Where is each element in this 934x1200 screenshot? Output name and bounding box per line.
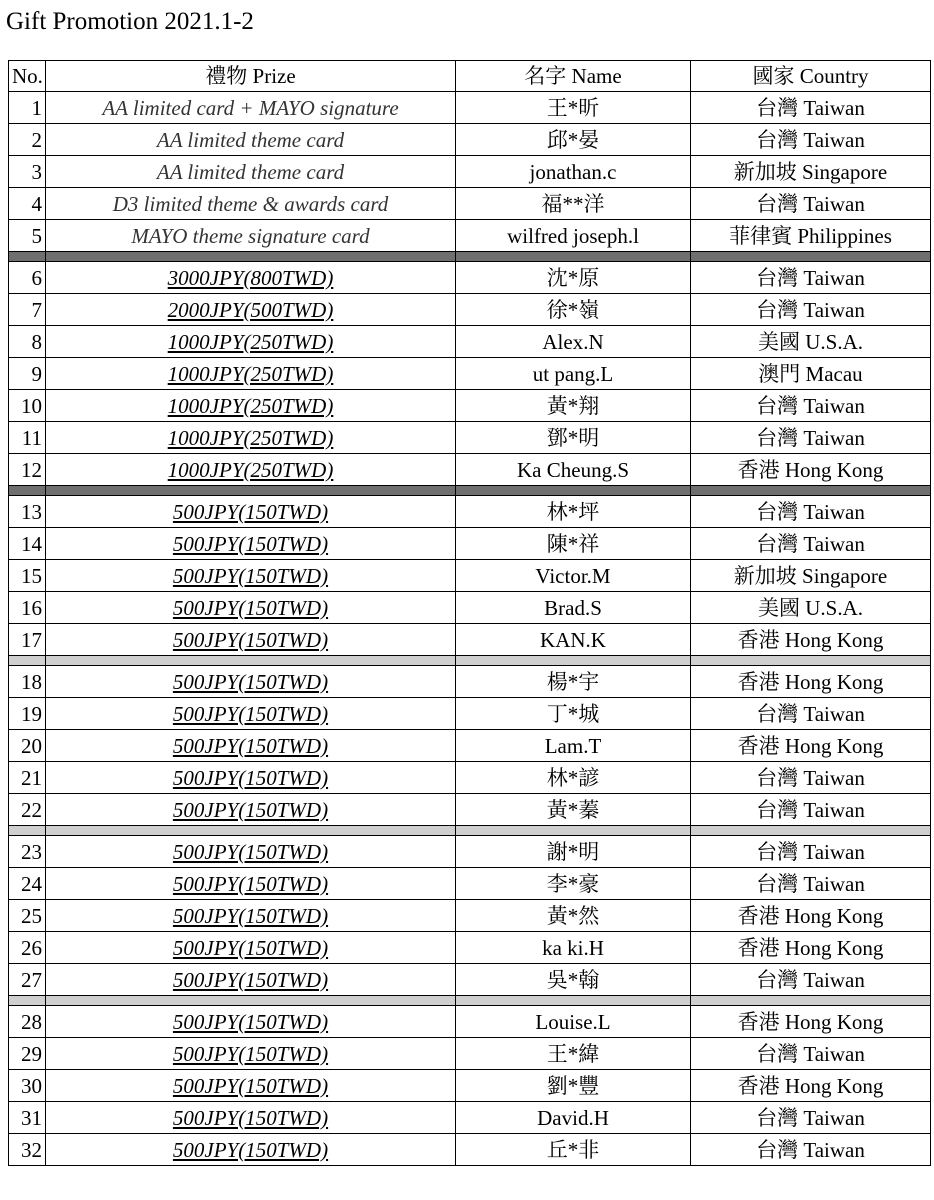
- country-cell: 香港 Hong Kong: [691, 1006, 931, 1038]
- country-cell: 台灣 Taiwan: [691, 794, 931, 826]
- country-cell: 香港 Hong Kong: [691, 900, 931, 932]
- row-number: 20: [9, 730, 46, 762]
- table-row: [9, 220, 931, 252]
- name-cell: 林*諺: [456, 762, 691, 794]
- row-number: 18: [9, 666, 46, 698]
- row-number: 10: [9, 390, 46, 422]
- separator-cell: [456, 656, 691, 666]
- prize-cell: 500JPY(150TWD): [46, 1006, 456, 1038]
- prize-cell: 1000JPY(250TWD): [46, 422, 456, 454]
- name-cell: 黃*翔: [456, 390, 691, 422]
- row-number: 7: [9, 294, 46, 326]
- row-number: 19: [9, 698, 46, 730]
- prize-cell: AA limited card + MAYO signature: [46, 92, 456, 124]
- table-row: [9, 1102, 931, 1134]
- table-body: [9, 92, 931, 1166]
- country-cell: 台灣 Taiwan: [691, 294, 931, 326]
- table-row: [9, 592, 931, 624]
- prize-cell: 1000JPY(250TWD): [46, 454, 456, 486]
- prize-cell: 500JPY(150TWD): [46, 1102, 456, 1134]
- name-cell: Louise.L: [456, 1006, 691, 1038]
- table-row: [9, 358, 931, 390]
- row-number: 24: [9, 868, 46, 900]
- name-cell: 丘*非: [456, 1134, 691, 1166]
- country-cell: 澳門 Macau: [691, 358, 931, 390]
- header-name: 名字 Name: [456, 61, 691, 92]
- winners-table: [8, 60, 931, 1166]
- name-cell: jonathan.c: [456, 156, 691, 188]
- table-row: [9, 836, 931, 868]
- table-row: [9, 794, 931, 826]
- country-cell: 台灣 Taiwan: [691, 262, 931, 294]
- table-row: [9, 188, 931, 220]
- prize-cell: 500JPY(150TWD): [46, 624, 456, 656]
- row-number: 25: [9, 900, 46, 932]
- table-row: [9, 1038, 931, 1070]
- name-cell: 徐*嶺: [456, 294, 691, 326]
- name-cell: 劉*豐: [456, 1070, 691, 1102]
- name-cell: wilfred joseph.l: [456, 220, 691, 252]
- country-cell: 台灣 Taiwan: [691, 390, 931, 422]
- row-number: 22: [9, 794, 46, 826]
- row-number: 21: [9, 762, 46, 794]
- page-title: Gift Promotion 2021.1-2: [6, 8, 254, 35]
- prize-cell: 500JPY(150TWD): [46, 592, 456, 624]
- prize-cell: 500JPY(150TWD): [46, 698, 456, 730]
- separator-cell: [46, 656, 456, 666]
- row-number: 29: [9, 1038, 46, 1070]
- country-cell: 香港 Hong Kong: [691, 1070, 931, 1102]
- separator-cell: [9, 486, 46, 496]
- name-cell: 福**洋: [456, 188, 691, 220]
- prize-cell: 500JPY(150TWD): [46, 1134, 456, 1166]
- row-number: 28: [9, 1006, 46, 1038]
- prize-cell: 1000JPY(250TWD): [46, 390, 456, 422]
- table-row: [9, 422, 931, 454]
- table-row: [9, 124, 931, 156]
- name-cell: Victor.M: [456, 560, 691, 592]
- prize-cell: 500JPY(150TWD): [46, 666, 456, 698]
- prize-cell: 500JPY(150TWD): [46, 794, 456, 826]
- prize-cell: 1000JPY(250TWD): [46, 326, 456, 358]
- table-row: [9, 932, 931, 964]
- table-row: [9, 1134, 931, 1166]
- row-number: 27: [9, 964, 46, 996]
- name-cell: 黃*蓁: [456, 794, 691, 826]
- header-row: [9, 61, 931, 92]
- country-cell: 台灣 Taiwan: [691, 188, 931, 220]
- row-number: 32: [9, 1134, 46, 1166]
- table-row: [9, 1070, 931, 1102]
- country-cell: 台灣 Taiwan: [691, 1038, 931, 1070]
- name-cell: 陳*祥: [456, 528, 691, 560]
- separator-cell: [691, 656, 931, 666]
- table-row: [9, 92, 931, 124]
- name-cell: 楊*宇: [456, 666, 691, 698]
- table-row: [9, 900, 931, 932]
- row-number: 14: [9, 528, 46, 560]
- country-cell: 台灣 Taiwan: [691, 422, 931, 454]
- group-separator: [9, 826, 931, 836]
- country-cell: 台灣 Taiwan: [691, 836, 931, 868]
- table-row: [9, 964, 931, 996]
- table-row: [9, 156, 931, 188]
- row-number: 6: [9, 262, 46, 294]
- prize-cell: 3000JPY(800TWD): [46, 262, 456, 294]
- group-separator: [9, 996, 931, 1006]
- group-separator: [9, 486, 931, 496]
- prize-cell: 500JPY(150TWD): [46, 900, 456, 932]
- row-number: 17: [9, 624, 46, 656]
- country-cell: 新加坡 Singapore: [691, 156, 931, 188]
- prize-cell: AA limited theme card: [46, 124, 456, 156]
- name-cell: Ka Cheung.S: [456, 454, 691, 486]
- name-cell: Lam.T: [456, 730, 691, 762]
- name-cell: 李*豪: [456, 868, 691, 900]
- table-row: [9, 390, 931, 422]
- name-cell: David.H: [456, 1102, 691, 1134]
- country-cell: 台灣 Taiwan: [691, 868, 931, 900]
- prize-cell: 500JPY(150TWD): [46, 836, 456, 868]
- table-row: [9, 1006, 931, 1038]
- row-number: 3: [9, 156, 46, 188]
- row-number: 4: [9, 188, 46, 220]
- country-cell: 台灣 Taiwan: [691, 1134, 931, 1166]
- country-cell: 台灣 Taiwan: [691, 698, 931, 730]
- separator-cell: [691, 996, 931, 1006]
- table-row: [9, 730, 931, 762]
- name-cell: 吳*翰: [456, 964, 691, 996]
- country-cell: 美國 U.S.A.: [691, 326, 931, 358]
- name-cell: 邱*晏: [456, 124, 691, 156]
- name-cell: Brad.S: [456, 592, 691, 624]
- name-cell: 黃*然: [456, 900, 691, 932]
- country-cell: 台灣 Taiwan: [691, 124, 931, 156]
- separator-cell: [456, 486, 691, 496]
- row-number: 23: [9, 836, 46, 868]
- table-row: [9, 560, 931, 592]
- country-cell: 台灣 Taiwan: [691, 964, 931, 996]
- table-row: [9, 698, 931, 730]
- country-cell: 新加坡 Singapore: [691, 560, 931, 592]
- prize-cell: 500JPY(150TWD): [46, 1038, 456, 1070]
- prize-cell: 500JPY(150TWD): [46, 528, 456, 560]
- row-number: 2: [9, 124, 46, 156]
- header-no: No.: [9, 61, 46, 92]
- prize-cell: 500JPY(150TWD): [46, 868, 456, 900]
- country-cell: 台灣 Taiwan: [691, 528, 931, 560]
- table-row: [9, 762, 931, 794]
- name-cell: ut pang.L: [456, 358, 691, 390]
- country-cell: 菲律賓 Philippines: [691, 220, 931, 252]
- country-cell: 香港 Hong Kong: [691, 624, 931, 656]
- separator-cell: [9, 996, 46, 1006]
- table-row: [9, 868, 931, 900]
- row-number: 12: [9, 454, 46, 486]
- group-separator: [9, 656, 931, 666]
- country-cell: 台灣 Taiwan: [691, 1102, 931, 1134]
- separator-cell: [456, 826, 691, 836]
- separator-cell: [456, 252, 691, 262]
- separator-cell: [691, 252, 931, 262]
- separator-cell: [9, 826, 46, 836]
- country-cell: 香港 Hong Kong: [691, 454, 931, 486]
- country-cell: 香港 Hong Kong: [691, 932, 931, 964]
- name-cell: 丁*城: [456, 698, 691, 730]
- row-number: 1: [9, 92, 46, 124]
- separator-cell: [46, 486, 456, 496]
- separator-cell: [9, 656, 46, 666]
- name-cell: 謝*明: [456, 836, 691, 868]
- country-cell: 香港 Hong Kong: [691, 666, 931, 698]
- row-number: 11: [9, 422, 46, 454]
- row-number: 9: [9, 358, 46, 390]
- name-cell: 鄧*明: [456, 422, 691, 454]
- name-cell: 王*昕: [456, 92, 691, 124]
- name-cell: 王*緯: [456, 1038, 691, 1070]
- prize-cell: 500JPY(150TWD): [46, 964, 456, 996]
- prize-cell: 500JPY(150TWD): [46, 560, 456, 592]
- prize-cell: MAYO theme signature card: [46, 220, 456, 252]
- separator-cell: [691, 826, 931, 836]
- row-number: 8: [9, 326, 46, 358]
- separator-cell: [691, 486, 931, 496]
- group-separator: [9, 252, 931, 262]
- prize-cell: 500JPY(150TWD): [46, 496, 456, 528]
- prize-cell: 500JPY(150TWD): [46, 762, 456, 794]
- row-number: 13: [9, 496, 46, 528]
- separator-cell: [46, 826, 456, 836]
- separator-cell: [46, 252, 456, 262]
- table-row: [9, 666, 931, 698]
- name-cell: Alex.N: [456, 326, 691, 358]
- country-cell: 台灣 Taiwan: [691, 92, 931, 124]
- separator-cell: [456, 996, 691, 1006]
- separator-cell: [46, 996, 456, 1006]
- row-number: 30: [9, 1070, 46, 1102]
- prize-cell: 2000JPY(500TWD): [46, 294, 456, 326]
- row-number: 16: [9, 592, 46, 624]
- prize-cell: 500JPY(150TWD): [46, 932, 456, 964]
- prize-cell: 500JPY(150TWD): [46, 1070, 456, 1102]
- header-country: 國家 Country: [691, 61, 931, 92]
- country-cell: 台灣 Taiwan: [691, 762, 931, 794]
- table-row: [9, 262, 931, 294]
- row-number: 26: [9, 932, 46, 964]
- table-row: [9, 326, 931, 358]
- country-cell: 香港 Hong Kong: [691, 730, 931, 762]
- row-number: 31: [9, 1102, 46, 1134]
- country-cell: 台灣 Taiwan: [691, 496, 931, 528]
- header-prize: 禮物 Prize: [46, 61, 456, 92]
- name-cell: 林*坪: [456, 496, 691, 528]
- prize-cell: AA limited theme card: [46, 156, 456, 188]
- prize-cell: D3 limited theme & awards card: [46, 188, 456, 220]
- separator-cell: [9, 252, 46, 262]
- table-row: [9, 294, 931, 326]
- table-row: [9, 624, 931, 656]
- prize-cell: 500JPY(150TWD): [46, 730, 456, 762]
- table-row: [9, 528, 931, 560]
- name-cell: KAN.K: [456, 624, 691, 656]
- table-row: [9, 454, 931, 486]
- row-number: 5: [9, 220, 46, 252]
- table-row: [9, 496, 931, 528]
- country-cell: 美國 U.S.A.: [691, 592, 931, 624]
- prize-cell: 1000JPY(250TWD): [46, 358, 456, 390]
- name-cell: 沈*原: [456, 262, 691, 294]
- name-cell: ka ki.H: [456, 932, 691, 964]
- row-number: 15: [9, 560, 46, 592]
